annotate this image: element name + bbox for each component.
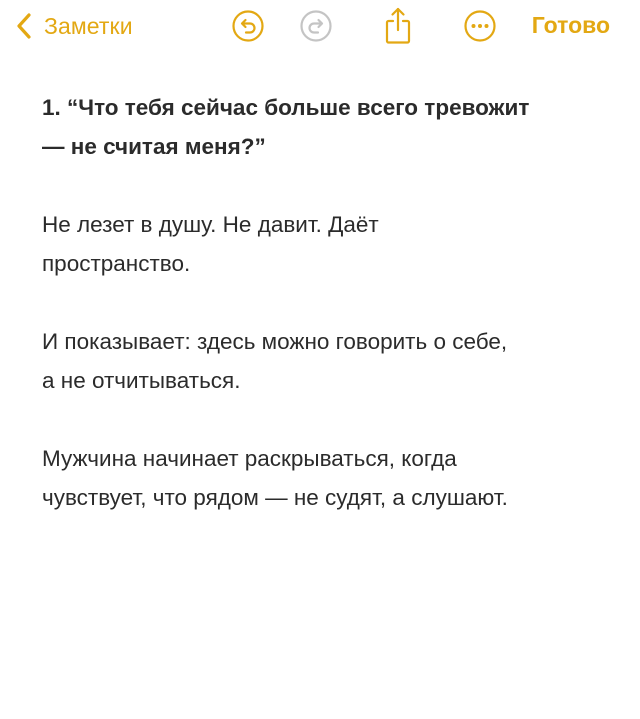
redo-button[interactable] xyxy=(296,6,336,46)
more-button[interactable] xyxy=(460,6,500,46)
note-paragraph-line: а не отчитываться. xyxy=(42,368,241,393)
note-title-line: 1. “Что тебя сейчас больше всего тревожит xyxy=(42,95,530,120)
back-button[interactable] xyxy=(14,6,133,46)
note-paragraph-line: Мужчина начинает раскрываться, когда xyxy=(42,446,457,471)
toolbar xyxy=(0,0,640,56)
back-label: Заметки xyxy=(44,12,133,39)
share-button[interactable] xyxy=(378,6,418,46)
redo-icon xyxy=(299,9,333,43)
share-icon xyxy=(382,6,414,46)
note-body[interactable] xyxy=(42,88,602,517)
done-button[interactable]: Готово xyxy=(531,12,610,38)
note-title-line: — не считая меня?” xyxy=(42,134,266,159)
note-paragraph-line: пространство. xyxy=(42,251,191,276)
undo-icon xyxy=(231,9,265,43)
note-paragraph-line: чувствует, что рядом — не судят, а слушают. xyxy=(42,485,508,510)
more-icon xyxy=(463,9,497,43)
undo-button[interactable] xyxy=(228,6,268,46)
note-paragraph-line: Не лезет в душу. Не давит. Даёт xyxy=(42,212,379,237)
note-paragraph-line: И показывает: здесь можно говорить о себе, xyxy=(42,329,508,354)
chevron-left-icon xyxy=(14,11,36,41)
